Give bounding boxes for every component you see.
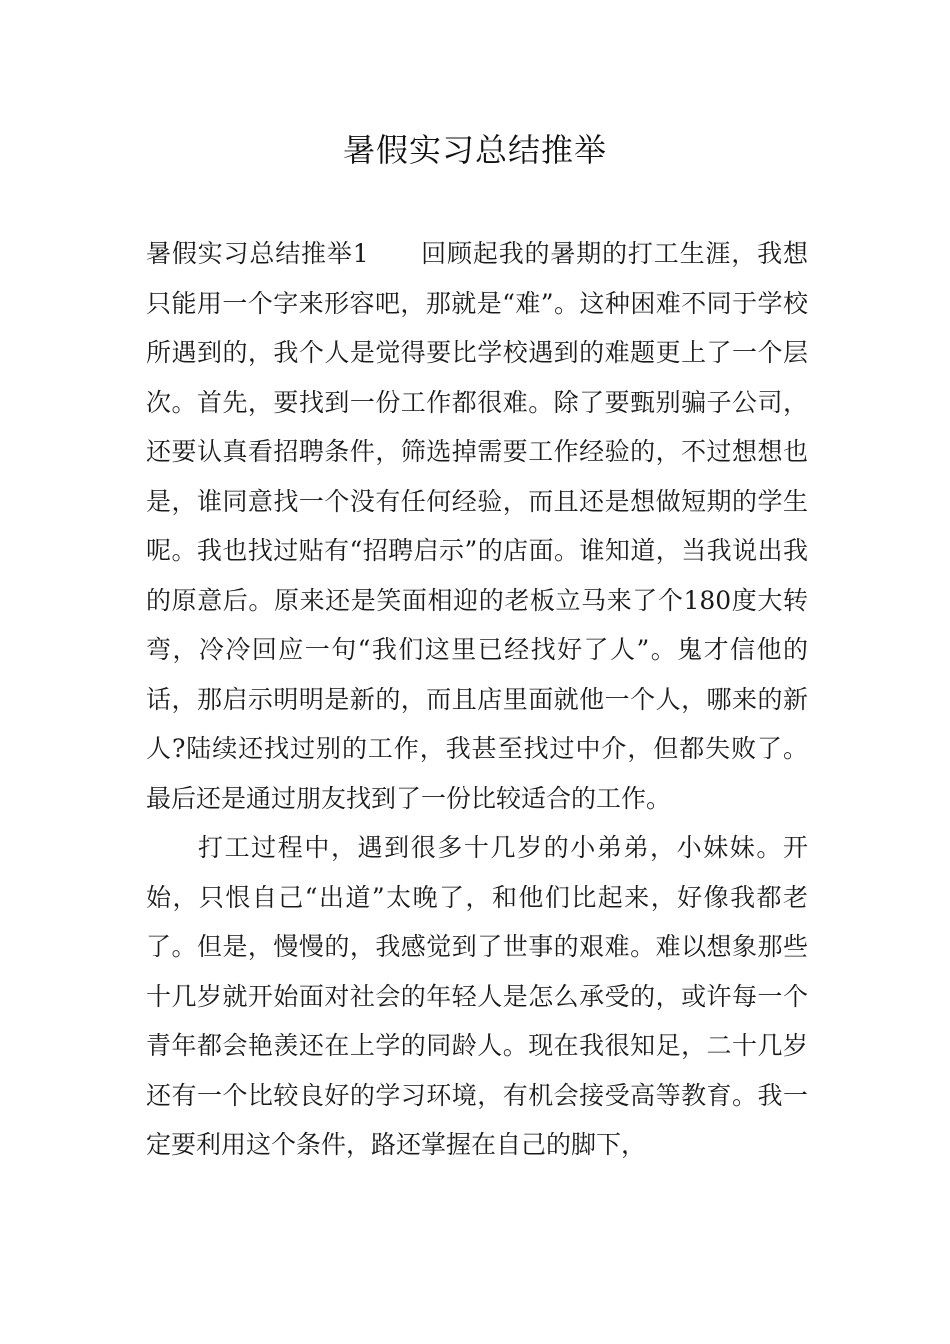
paragraph-1-lead: 暑假实习总结推举1: [146, 239, 369, 268]
paragraph-1-text: 回顾起我的暑期的打工生涯，我想只能用一个字来形容吧，那就是“难”。这种困难不同于学校所遇到的，我个人是觉得要比学校遇到的难题更上了一个层次。首先，要找到一份工作都很难。除了要甄别骗子公司，还要认真看招聘条件，筛选掉需要工作经验的，不过想想也是，谁同意找一个没有任何经验，而且还是想做短期的学生呢。我也找过贴有“招聘启示”的店面。谁知道，当我说出我的原意后。原来还是笑面相迎的老板立马来了个180度大转弯，冷冷回应一句“我们这里已经找好了人”。鬼才信他的话，那启示明明是新的，而且店里面就他一个人，哪来的新人?陆续还找过别的工作，我甚至找过中介，但都失败了。最后还是通过朋友找到了一份比较适合的工作。: [146, 239, 808, 813]
document-body: [146, 229, 808, 1170]
paragraph-2: 打工过程中，遇到很多十几岁的小弟弟，小妹妹。开始，只恨自己“出道”太晚了，和他们比起来，好像我都老了。但是，慢慢的，我感觉到了世事的艰难。难以想象那些十几岁就开始面对社会的年轻人是怎么承受的，或许每一个青年都会艳羡还在上学的同龄人。现在我很知足，二十几岁还有一个比较良好的学习环境，有机会接受高等教育。我一定要利用这个条件，路还掌握在自己的脚下，: [146, 833, 808, 1159]
paragraph-1: [146, 229, 808, 823]
document-title: 暑假实习总结推举: [342, 131, 607, 169]
